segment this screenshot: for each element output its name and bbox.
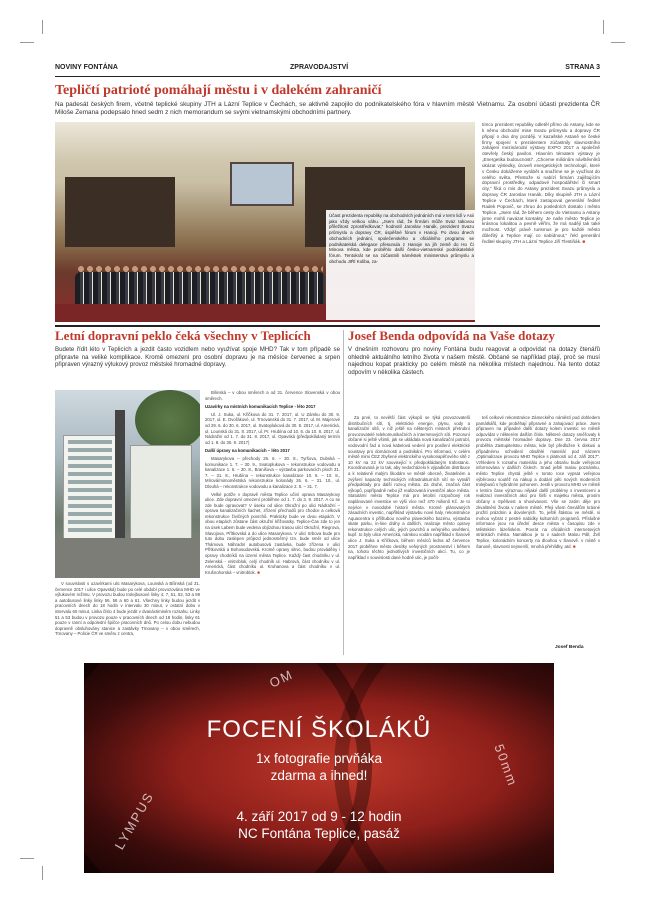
article3-signature: Josef Benda bbox=[555, 645, 584, 650]
ad-offer-line-1: 1x fotografie prvňáka bbox=[255, 751, 383, 766]
article2-col1-text: V souvislosti s uzavírkami ulic Masarykova, Lounská a Bílinská (od 31. července 2017 i ulice Opavská) bude po celé období provozována MHD ve výlukovém režimu. V provozu budou trolejbusové linky 4, 7, 51, 52, 53 a 59 a autobusové linky linky 56, 58 a 60 a 61. Všechny linky budou jezdit v pracovních dnech do 18 hodin v intervalu 30 minut, v ostatní dobu v intervalu 60 minut. Linka číslo 4 bude jezdit v dvanáctiminém rozsahu. Linky 51 a 53 budou v provozu pouze v pracovních dnech od 18 hodin, linky 61 pouze v ranní a odpolední špičce pracovních dnů. Po celou dobu nebudou dopravně obsluhovány stanice a zastávky Trnovany – v obou směrech, Trnovany – Policie ČR ve směru z centra, bbox=[55, 581, 200, 637]
end-mark: ■ bbox=[581, 238, 586, 244]
header-section: ZPRAVODAJSTVÍ bbox=[290, 64, 349, 71]
article2-col2-closures-text: Ul. J. Suka, ul. Křičkova do 31. 7. 2017, ul. U Zámku do 30. 9. 2017, ul. E. Dvořákové, ul. Trnovanská do 31. 7. 2017, ul. M. Majerové od 29. 6. do 30. 6. 2017, ul. Svatopluková do 30. 8. 2017, ul. Americká, ul. Lounská do 31. 8. 2017, ul. Pr. Hrubína od 10. 6. do 10. 8. 2017, ul. Nádražní od 1. 7. do 31. 8. 2017, ul. Opavská (předpokládaný termín od 1. 8. do 30. 9. 2017) bbox=[205, 411, 340, 445]
article2-col2-masarykova-text: Velké potíže v dopravě města Teplice učiní oprava Masarykovy ulice. Zde dopravní omezení proběhne od 1. 7. do 3. 9. 2017. A co se zde bude opravovat? V úseku od ulice Okružní po ulici Nádražní – oprava kanalizačních šachet, zřízení přechodů pro chodce a celková rekonstrukce živičných povrchů. Prakticky bude ve dvou etapách. V obou etapách zůstane část okružní křižovatky. Teplice-Čas zde to jen na úsek Labem bude vedena objízdnou trasou ulicí Okružní, Riegrova, Slavojova, Přítkovská a do ulice Masarykova. V ulici Srbova bude pro tuto dobu zaslepen průjezd jednosměrný tzn. bude směr od ulice Thámova. Náhradní autobusová zastávka, bude zřízena v ulici Přítkovská a Bohosudovská. Kromě opravy silnic, budou prováděny i opravy chodníků na území města Teplice. Každý čast chodníku v ul. Zelenská - vnitroblok, celý chodník ul. Habrová, část chodníku v ul. Americká, část chodníku ul. Kruhanova a část chodníku v ul. Krušnohorská – vnitroblok. ■ bbox=[205, 491, 340, 575]
crop-mark bbox=[20, 42, 34, 43]
article2-title: Letní dopravní peklo čeká všechny v Teplicích bbox=[55, 328, 311, 343]
article1-photo-caption: Účast prezidenta republiky na obchodních jednáních má v term lidí v Asii jako vždy velkou váhu. „Jsem rád, že firmám může Svaz takovou příležitost zprostředkovat," hodnotil Jaroslav Hanák, prezident Svazu průmyslu a dopravy ČR, úspěšné fórum v Hanoji. Po dvou dnech obchodních jednání, společenského a oficiálního programu se podnikatelská delegace přesunula z Hanoje na jih země do Ho Či Minova města, kde proběhlo další česko-vietnamské podnikatelské fórum. Tentokrát se na zúčastnili náměstek ministerstva průmyslu a obchodu JIŘÍ Koliba, za- bbox=[326, 210, 477, 320]
column-divider bbox=[343, 330, 344, 655]
article3-lead: V dnešním rozhovoru pro noviny Fontána budu reagovat a odpovídat na dotazy čtenářů ohledně aktuálního letního života v našem městě. Občané se například ptají, proč se musí najednou kopat prakticky po celém městě na několika místech najednou. Na tento dotaz odpovím v několika částech. bbox=[348, 346, 600, 377]
crop-mark bbox=[611, 42, 625, 43]
ad-lens-text-right: 50mm bbox=[491, 742, 521, 789]
article2-col2-intro: Bílinská – v obou směrech a od 31. července Slovenská v obou směrech. bbox=[205, 390, 340, 401]
photo-advertisement bbox=[84, 663, 554, 873]
ad-title: FOCENÍ ŠKOLÁKŮ bbox=[206, 716, 432, 743]
article2-subheading-closures: Uzavírky na místních komunikacích Teplice - léto 2017 bbox=[205, 404, 316, 410]
article2-lead: Budete řídit léto v Teplicích a jezdit často vozidlem nebo využívat spoje MHD? Tak v tom případě se připravte na veliké komplikace. Kromě omezení pro osobní dopravu je na měsíce červenec a srpen připraven výrazný výlukový provoz městské hromadné dopravy. bbox=[55, 346, 340, 369]
end-mark: ■ bbox=[255, 569, 260, 575]
article2-col2-adjustments-text: Masarykova – přechody 26. 6. – 30. 8., Tyršova, Dubská – komunikace 1. 7. – 30. 9., Svatoplukova – rekonstrukce vodovodu a kanalizace 1. 6. – 30. 8., Branišova – výstavba parkovacích ploch 31. 7. – 31. 8., Hrubína – rekonstrukce kanalizace 10. 6. – 10. 8., Mírová/mimoměstská rekonstrukce kolonády 26. 6. – 31. 10., ul. Dlouhá – rekonstrukce vodovodu a kanalizace 2. 5. – 31. 7. bbox=[205, 455, 340, 489]
header-newspaper-name: NOVINY FONTÁNA bbox=[55, 64, 118, 71]
article1-side-column: tímco prezident republiky odletěl přímo do Astany, kde se k němu obchodní mise Svazu průmyslu a dopravy ČR připojí o dva dny později. V kazašské Astaně se české firmy spojení s prezidentem zúčastnily slavnostního zahájení mezinárodní výstavy EXPO 2017 a společně otevřely český pavilon. Hlavním tématem výstavy je „Energetika budoucnosti". „Chceme miliónům návštěvníků ukázat výsledky, úroveň energetických technologií, které v Česku dokážeme vyrábět a snažíme se je využívat do celého světa. Přestože si nabízí firmám zajištujícím dopravní prostředky, odpadové hospodářství či smart city," říká o mis do Astany prezident Svazu průmyslu a dopravy ČR Jaroslav Hanák. Díky skupině JTH a Lázní Teplice v Čechách, které zastupoval generální ředitel Radek Popovič, se zhruo do posledních dostalo i město Teplice. „Jsem rád, že během cesty do Vietnamu a Astany jsme mohli navázat kontakty. Je naše město Teplice je krásnou lokalitou a pevně věřím, že má nadějí tak také možnost. Vždyť právě turismus je pro každé město důležitý a Teplice mají co nabídnout," řekl generální ředitel skupiny JTH a Lázní Teplice Jiří Tlestiňák. ■ bbox=[482, 122, 600, 244]
article3-col2-text: telí celkové rekonstrukce Zámeckého náměstí pod dohledem památkářů, kde proběhají připravné a zahajovací práce. Jsem připraven na případné další dotazy kolem investic ve městě odpovídat v některém dalším čísle. Některé dotazy směřovaly k provozu městské hromadné dopravy. Dne 23. června 2017 proběhla Zastupitelstvu města, kde byl předložen k diskusi a případnému schválení obsáhlé materiál pod názvem „Optimalizace provozu MHD Teplice s platností od 4. září 2017". Vzhledem k rozsahu materiálu a jeho obsahu bude veřejnost informována v dalších číslech. Snad ještě malou poznámku, město Teplice chystá ještě v tomto roce vypsat veřejnou výběrovou soutěž na nákup a dodání pěti nových moderních trolejbusů s hybridním pohonem. Jestli v provozu MHD ve městě v letním čase výraznou nějaké další problémy s investicemi a realizací investičních akcí pro širší v majetku města, prosím občany o trpělivost a shovívavost. Vše se zatím děje pro zkvalitnění života v našem městě. Přeji všem čtenářům krásné prožití prázdnin a dovolených. To, ještě štástou ve městě, si mohou vybrat z pestré nabídky kulturních programů. Příslušné informace jsou na úřední desce města v časopisu zde v Městském lázeňském. Povrát na oficiálních internetových stránkách města. Namátkou je to v sadech Malou Páll, Žvlí Teplice, kolonádním koncerty na dlouhou v Šanově. v místě v Šanově, slavnosti nejmenší, mnohá přehlídky, atd. ■ bbox=[476, 415, 600, 549]
ad-location: NC Fontána Teplice, pasáž bbox=[238, 826, 400, 841]
end-mark: ■ bbox=[571, 543, 576, 549]
article3-column-1 bbox=[348, 415, 470, 653]
ad-lens-text-left: LYMPUS bbox=[111, 788, 157, 853]
article3-column-2 bbox=[476, 415, 600, 643]
crop-mark bbox=[20, 858, 34, 859]
article1-lead: Na padesát českých firem, včetně teplické skupiny JTH a Lázní Teplice v Čechách, se aktivně zapojilo do podnikatelského fóra v hlavním městě Vietnamu. Za osobní účasti prezidenta ČR Miloše Zemana podepsalo hned sedm z nich memorandum se svými vietnamskými obchodními partnery. bbox=[55, 101, 600, 116]
header-page-number: STRANA 3 bbox=[565, 64, 600, 71]
ad-offer-line-2: zdarma a ihned! bbox=[270, 768, 368, 783]
article2-subheading-adjustments: Další úpravy na komunikacích – léto 2017 bbox=[205, 448, 290, 454]
section-divider bbox=[55, 325, 600, 327]
crop-mark bbox=[603, 20, 604, 34]
page-header bbox=[55, 62, 600, 77]
ad-date-time: 4. září 2017 od 9 - 12 hodin bbox=[236, 809, 402, 824]
article2-column-1 bbox=[55, 581, 200, 651]
article2-column-2 bbox=[205, 390, 340, 652]
article3-col1-text: Za prvé, to nevětší část výkopů se týká provozovatelů distribučních sítí, tj. elektrické energie, plynu, vody a kanalizační sítě, v níž ještě na některých místech přetrubní provozovatelé telekomunikačních a internetových sítí. Pozoruní občané si ještě všimli, jak se ukládala nová kanalizační potrubí, vodovodní řad a nová kabelová vedení pro posílení elektrické soustavy pro domácnosti a podnikání. Pro informaci, v celém městě mimi ČEZ zbyšené elektrického vysokonapěťového sítě z 10 kV na 22 kV související s předpokládaným trafostanic. Koordinovaná je to tak, aby nedocházelo k výpadkům distribuce a k relativně malým škodám ve městě obecně, živatelném a zvýšení kapacity technických infrastrukturních sítí se vytváří předpoklady pro další rozvoj města. Za druhé, značná část výkopů, popřípadně nebo již realizovaná investiční akce města. Statutární město Teplice má pro letošní rozpočtový rok naplánované investice ve výši více než 470 milionů Kč. Je to nejvíce v novodobé historii města. Kromě plánovaných zásadních investic, například výstavbu nové haly, rekonstrukce Aquacentra s příštubou nového plaveckého bazénu, výstavba skate parku, in-line dráhy a dalších, realizuje město opravy rekonstrukce celých ulic, jejich povrchů a veřejného osvětlení, kupř. to byly ulice Americká, námkou vodám například v Šanově ulice J. Suka a Křičkova, během měsíců ledna až července 2017 proběhne město desítky veřejných prostranství i během na, tohoto těchto jednotlivých investičních akcí. Tu, co je například v souvislosti dané hodně ulic, je počít- bbox=[348, 415, 470, 560]
article3-title: Josef Benda odpovídá na Vaše dotazy bbox=[348, 328, 555, 343]
crop-mark bbox=[42, 20, 43, 34]
ad-lens-text-top: OM bbox=[266, 666, 296, 691]
article2-bus-stop-photo bbox=[55, 390, 200, 578]
crop-mark bbox=[42, 866, 43, 880]
article1-title: Tepličtí patrioté pomáhají městu i v dalekém zahraničí bbox=[55, 83, 382, 98]
